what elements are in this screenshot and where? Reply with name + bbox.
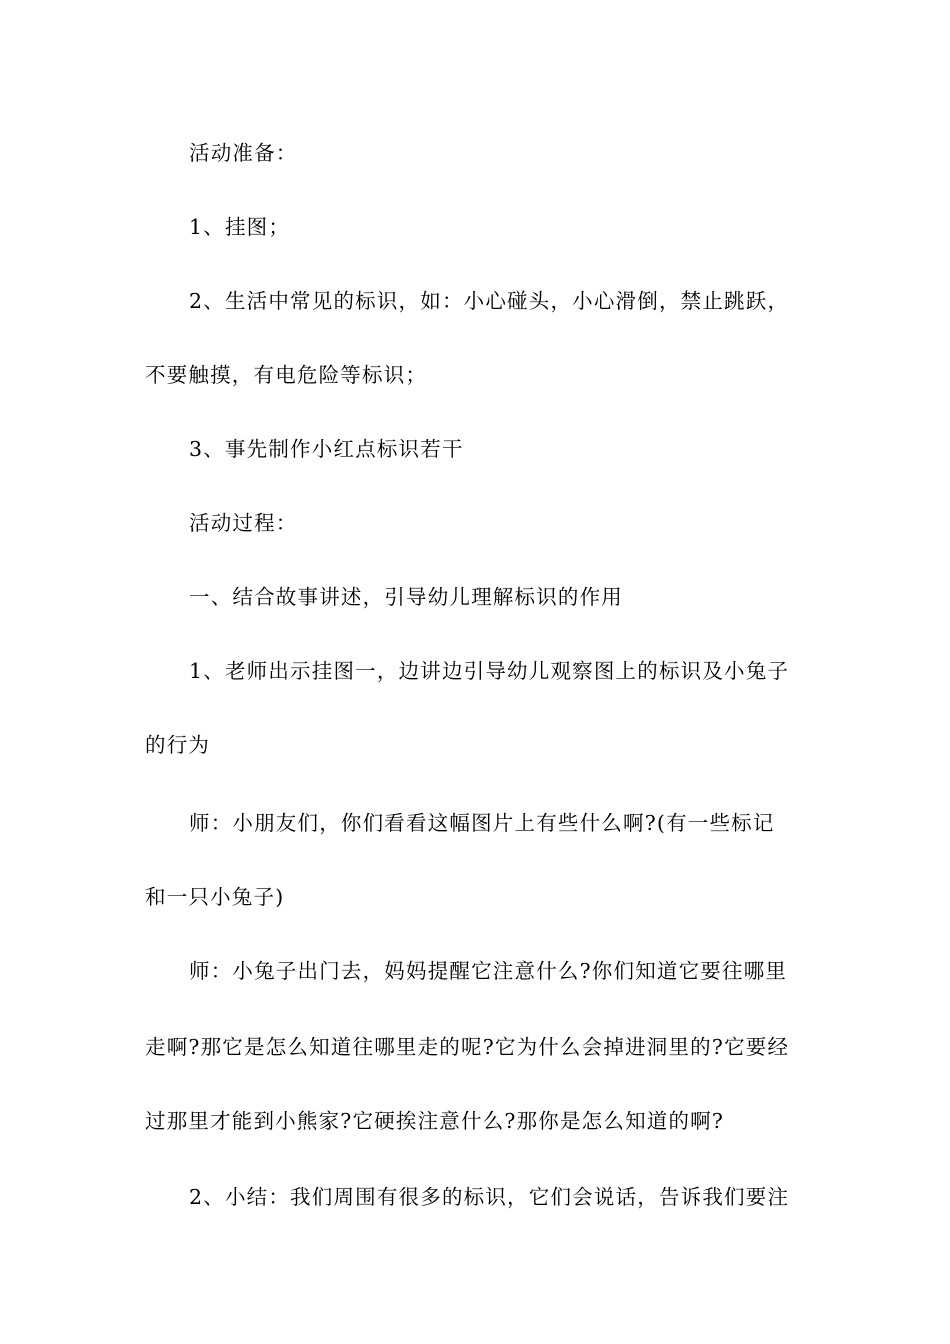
paragraph-line: 2、小结：我们周围有很多的标识，它们会说话，告诉我们要注 [189,1185,790,1209]
paragraph-line: 2、生活中常见的标识，如：小心碰头，小心滑倒，禁止跳跃， [189,289,790,313]
paragraph-line: 1、挂图； [189,215,291,239]
paragraph-line: 师：小兔子出门去，妈妈提醒它注意什么?你们知道它要往哪里 [189,959,788,983]
paragraph-line: 1、老师出示挂图一，边讲边引导幼儿观察图上的标识及小兔子 [189,659,790,683]
paragraph-line: 不要触摸，有电危险等标识； [145,363,428,387]
paragraph-line: 师：小朋友们，你们看看这幅图片上有些什么啊?(有一些标记 [189,811,775,835]
heading-activity-process: 活动过程： [189,511,298,535]
heading-activity-preparation: 活动准备： [189,141,298,165]
section-heading: 一、结合故事讲述，引导幼儿理解标识的作用 [189,585,623,609]
paragraph-line: 的行为 [145,733,211,757]
paragraph-line: 过那里才能到小熊家?它硬挨注意什么?那你是怎么知道的啊? [145,1109,725,1133]
paragraph-line: 3、事先制作小红点标识若干 [189,437,464,461]
paragraph-line: 和一只小兔子) [145,885,285,909]
paragraph-line: 走啊?那它是怎么知道往哪里走的呢?它为什么会掉进洞里的?它要经 [145,1035,790,1059]
